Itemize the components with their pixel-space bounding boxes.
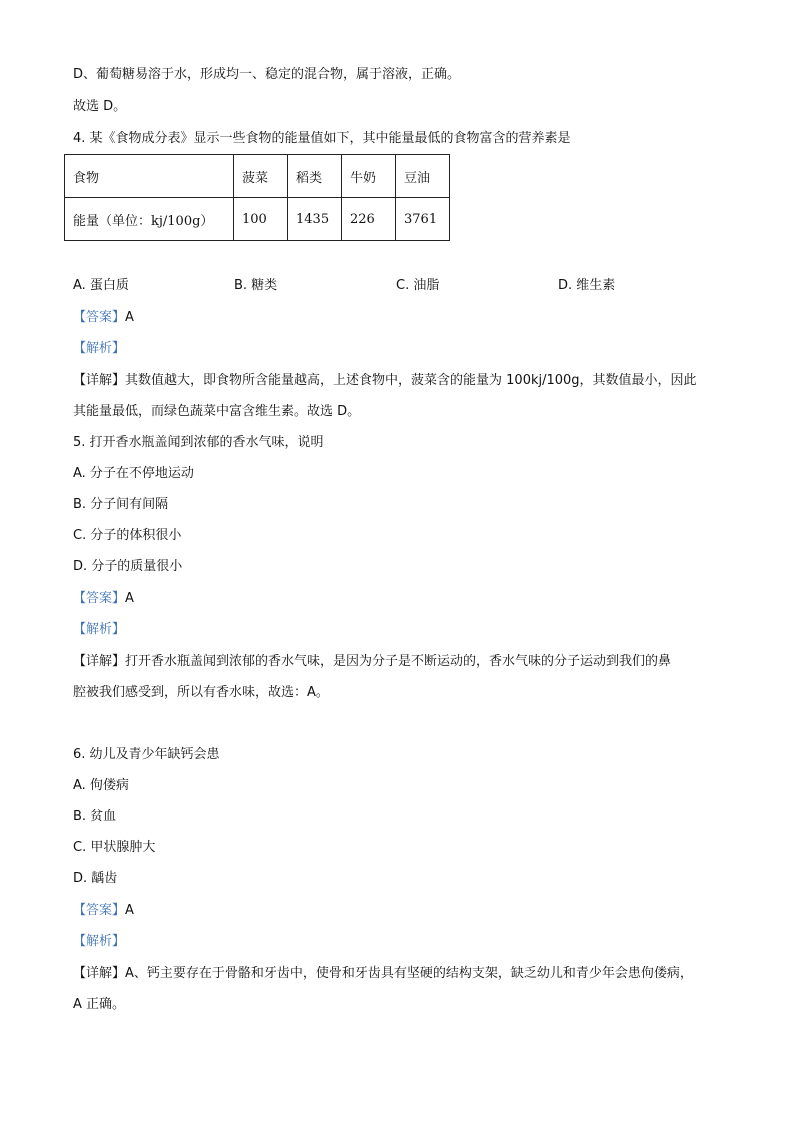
q4-answer: [73, 310, 134, 326]
q3-option-d-explanation: D、葡萄糖易溶于水，形成均一、稳定的混合物，属于溶液，正确。: [73, 67, 461, 82]
table-cell: 3761: [396, 198, 450, 241]
q4-detail-line2: 其能量最低，而绿色蔬菜中富含维生素。故选 D。: [73, 404, 361, 419]
answer-tag: 【答案】: [73, 310, 126, 325]
table-header-cell: 牛奶: [342, 155, 396, 198]
answer-tag: 【答案】: [73, 591, 126, 606]
answer-value: A: [125, 903, 134, 918]
food-energy-table: [64, 154, 450, 241]
q4-option-d: D. 维生素: [558, 278, 616, 293]
table-header-cell: 菠菜: [234, 155, 288, 198]
q4-option-b: B. 糖类: [234, 278, 278, 293]
q6-option-a: A. 佝偻病: [73, 778, 129, 793]
table-cell: 226: [342, 198, 396, 241]
q4-option-a: A. 蛋白质: [73, 278, 129, 293]
table-row: [65, 155, 450, 198]
q4-analysis-tag: 【解析】: [73, 341, 126, 356]
q4-stem: 4. 某《食物成分表》显示一些食物的能量值如下，其中能量最低的食物富含的营养素是: [73, 131, 571, 146]
q4-option-c: C. 油脂: [396, 278, 440, 293]
q6-option-c: C. 甲状腺肿大: [73, 840, 156, 855]
q6-detail-line2: A 正确。: [73, 997, 126, 1012]
detail-text: 打开香水瓶盖闻到浓郁的香水气味，是因为分子是不断运动的，香水气味的分子运动到我们的鼻: [125, 654, 672, 669]
answer-value: A: [125, 591, 134, 606]
q6-option-d: D. 龋齿: [73, 871, 118, 886]
table-header-cell: 稻类: [288, 155, 342, 198]
q5-detail-line2: 腔被我们感受到，所以有香水味，故选：A。: [73, 685, 329, 700]
q5-option-a: A. 分子在不停地运动: [73, 466, 194, 481]
answer-value: A: [125, 310, 134, 325]
detail-tag: 【详解】: [73, 373, 126, 388]
q5-answer: [73, 591, 134, 607]
table-header-cell: 食物: [65, 155, 234, 198]
q5-option-c: C. 分子的体积很小: [73, 528, 182, 543]
table-cell: 能量（单位：kj/100g）: [65, 198, 234, 241]
q5-analysis-tag: 【解析】: [73, 622, 126, 637]
detail-text: 其数值越大，即食物所含能量越高，上述食物中，菠菜含的能量为 100kj/100g，其数值最小，因此: [125, 373, 697, 388]
detail-tag: 【详解】: [73, 966, 126, 981]
q6-detail-line1: [73, 966, 693, 982]
table-cell: 100: [234, 198, 288, 241]
q5-option-d: D. 分子的质量很小: [73, 559, 183, 574]
answer-tag: 【答案】: [73, 903, 126, 918]
table-header-cell: 豆油: [396, 155, 450, 198]
table-row: [65, 198, 450, 241]
table-cell: 1435: [288, 198, 342, 241]
q6-analysis-tag: 【解析】: [73, 934, 126, 949]
q5-detail-line1: [73, 654, 671, 670]
q6-option-b: B. 贫血: [73, 809, 117, 824]
q4-detail-line1: [73, 373, 697, 389]
q6-answer: [73, 903, 134, 919]
q5-option-b: B. 分子间有间隔: [73, 497, 169, 512]
q3-conclusion: 故选 D。: [73, 99, 127, 114]
q5-stem: 5. 打开香水瓶盖闻到浓郁的香水气味，说明: [73, 435, 324, 450]
q6-stem: 6. 幼儿及青少年缺钙会患: [73, 747, 220, 762]
detail-text: A、钙主要存在于骨骼和牙齿中，使骨和牙齿具有坚硬的结构支架，缺乏幼儿和青少年会患佝偻病，: [125, 966, 693, 981]
detail-tag: 【详解】: [73, 654, 126, 669]
